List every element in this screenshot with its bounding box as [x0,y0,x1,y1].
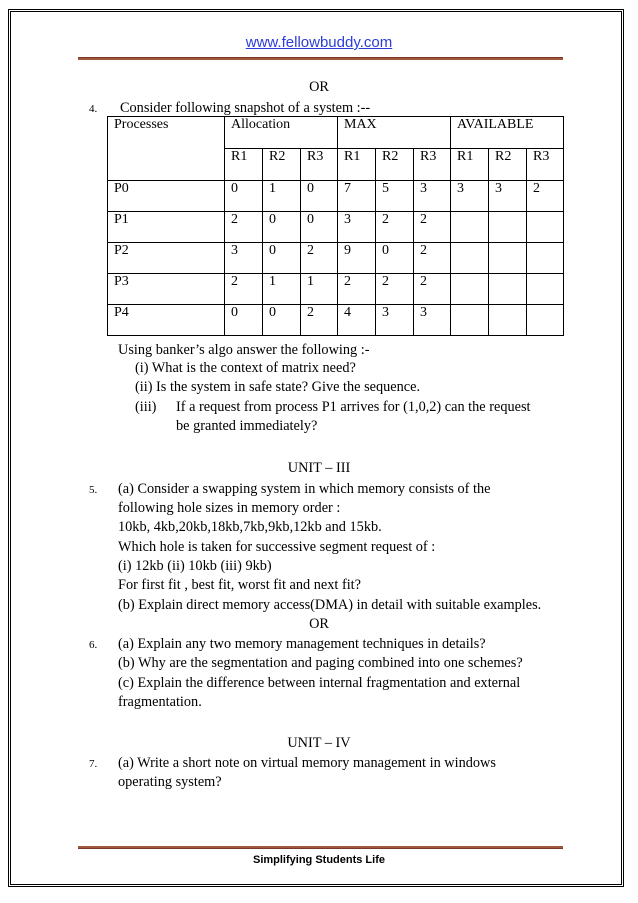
q5-line: (a) Consider a swapping system in which memory consists of the [118,481,491,497]
q5-line: following hole sizes in memory order : [118,500,341,516]
q5-line: (b) Explain direct memory access(DMA) in detail with suitable examples. [118,597,542,613]
q4-intro: Using banker’s algo answer the following :- [118,342,370,358]
footer-rule [78,846,563,849]
subheader-cell: R1 [338,149,376,181]
value-cell: 1 [263,181,301,212]
q6-line: (c) Explain the difference between internal fragmentation and external [118,675,521,691]
header-max: MAX [338,117,451,149]
table-row [108,181,564,212]
question-number-5: 5. [89,484,98,496]
value-cell: 0 [225,305,263,336]
value-cell: 0 [263,212,301,243]
q6-line: (b) Why are the segmentation and paging combined into one schemes? [118,655,523,671]
footer-tagline: Simplifying Students Life [252,854,385,866]
value-cell [451,305,489,336]
q7-line: (a) Write a short note on virtual memory management in windows [118,755,496,771]
value-cell: 3 [451,181,489,212]
header-allocation: Allocation [225,117,338,149]
table-row [108,212,564,243]
process-cell: P2 [108,243,225,274]
subheader-cell: R2 [263,149,301,181]
value-cell: 2 [301,243,338,274]
q5-line: Which hole is taken for successive segment request of : [118,539,436,555]
process-cell: P3 [108,274,225,305]
subheader-cell: R3 [301,149,338,181]
q7-line: operating system? [118,774,222,790]
value-cell: 3 [338,212,376,243]
q6-line: fragmentation. [118,694,202,710]
unit-4-title: UNIT – IV [287,735,351,751]
q4-item-iii-label: (iii) [135,399,157,415]
value-cell: 7 [338,181,376,212]
value-cell: 5 [376,181,414,212]
value-cell: 2 [376,212,414,243]
q4-item-i: (i) What is the context of matrix need? [135,360,356,376]
q4-item-iii-text: If a request from process P1 arrives for (1,0,2) can the request [176,399,531,415]
question-number-6: 6. [89,639,98,651]
question-number-4: 4. [89,103,98,115]
process-cell: P1 [108,212,225,243]
value-cell [489,305,527,336]
value-cell: 3 [225,243,263,274]
value-cell [527,243,564,274]
table-row [108,305,564,336]
value-cell: 0 [301,181,338,212]
value-cell [527,274,564,305]
or-separator-q4: OR [309,79,329,95]
value-cell: 2 [338,274,376,305]
value-cell [527,305,564,336]
value-cell: 2 [414,243,451,274]
table-row [108,274,564,305]
q4-item-ii: (ii) Is the system in safe state? Give the sequence. [135,379,421,395]
unit-3-title: UNIT – III [287,460,351,476]
subheader-cell: R3 [414,149,451,181]
value-cell [451,243,489,274]
header-site-link[interactable]: www.fellowbuddy.com [245,34,393,51]
subheader-cell: R1 [451,149,489,181]
header-available: AVAILABLE [451,117,564,149]
value-cell: 2 [414,274,451,305]
or-separator-q6: OR [309,616,329,632]
q6-line: (a) Explain any two memory management techniques in details? [118,636,486,652]
q4-item-iii-text-cont: be granted immediately? [176,418,318,434]
value-cell [489,212,527,243]
subheader-cell: R2 [376,149,414,181]
subheader-cell: R3 [527,149,564,181]
header-processes: Processes [108,117,225,181]
q5-line: (i) 12kb (ii) 10kb (iii) 9kb) [118,558,272,574]
value-cell: 2 [527,181,564,212]
value-cell: 0 [263,243,301,274]
value-cell [527,212,564,243]
value-cell: 2 [225,212,263,243]
value-cell: 1 [301,274,338,305]
process-cell: P0 [108,181,225,212]
value-cell: 9 [338,243,376,274]
question-number-7: 7. [89,758,98,770]
header-rule [78,57,563,60]
value-cell: 0 [225,181,263,212]
process-cell: P4 [108,305,225,336]
value-cell: 3 [376,305,414,336]
q5-line: 10kb, 4kb,20kb,18kb,7kb,9kb,12kb and 15kb. [118,519,382,535]
value-cell [451,212,489,243]
value-cell: 3 [489,181,527,212]
subheader-cell: R1 [225,149,263,181]
value-cell: 4 [338,305,376,336]
resource-allocation-table [107,116,564,336]
value-cell [489,243,527,274]
q5-line: For first fit , best fit, worst fit and next fit? [118,577,362,593]
value-cell: 2 [414,212,451,243]
value-cell: 2 [301,305,338,336]
table-row [108,243,564,274]
value-cell [451,274,489,305]
value-cell: 0 [263,305,301,336]
value-cell: 2 [376,274,414,305]
value-cell: 0 [376,243,414,274]
value-cell: 3 [414,305,451,336]
value-cell: 3 [414,181,451,212]
value-cell [489,274,527,305]
value-cell: 2 [225,274,263,305]
value-cell: 1 [263,274,301,305]
question-4-prompt: Consider following snapshot of a system :-- [120,100,371,116]
subheader-cell: R2 [489,149,527,181]
value-cell: 0 [301,212,338,243]
